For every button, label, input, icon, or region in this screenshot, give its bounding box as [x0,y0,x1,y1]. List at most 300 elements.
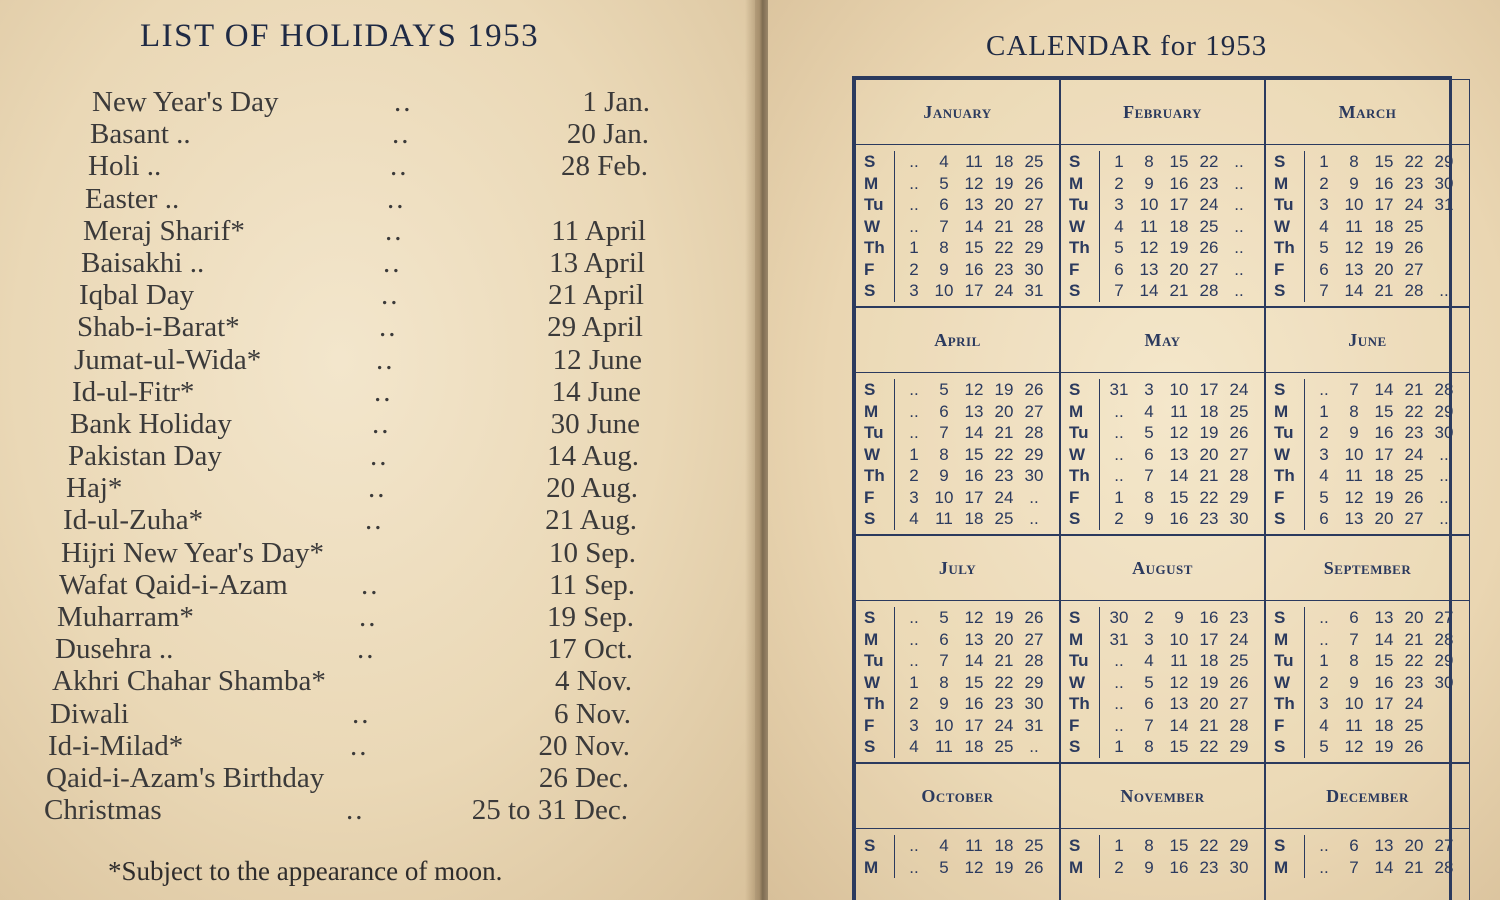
weekday-label: Th [1274,238,1295,257]
weekday-dates-row [899,693,1055,715]
date-cell: 15 [1374,152,1394,171]
holiday-row [0,215,740,247]
date-cell: 3 [909,281,919,300]
date-cell: 9 [939,466,949,485]
holiday-name: New Year's Day [92,86,279,118]
holiday-leader-dots: .. [372,407,391,440]
date-cell: 30 [1229,509,1249,528]
date-cell: 7 [1349,380,1359,399]
date-cell: 27 [1404,509,1424,528]
holiday-row [0,344,740,376]
holiday-name: Shab-i-Barat* [77,311,240,344]
date-cell: 28 [1404,281,1424,300]
holiday-row [0,150,740,182]
date-cell: 11 [965,152,983,171]
date-cell: 10 [1344,444,1364,464]
date-cell: 23 [1199,173,1219,193]
date-cell: 27 [1024,195,1044,214]
holiday-name: Dusehra .. [55,633,174,666]
weekday-dates-row [899,194,1055,216]
month-name: August [1061,536,1264,601]
date-cell: 24 [994,281,1014,300]
date-cell: 20 [994,195,1014,214]
holiday-date: 17 Oct. [547,633,633,666]
weekday-label: Tu [1069,195,1089,214]
weekday-label: Th [1069,694,1090,713]
date-cell: 26 [1229,672,1249,692]
date-cell: 9 [939,259,949,279]
holiday-date: 12 June [552,343,642,376]
month-name: September [1266,536,1469,601]
month-name: April [856,308,1059,373]
date-cell: .. [1029,737,1039,756]
date-cell: .. [1439,444,1449,464]
weekday-label: S [864,737,876,756]
weekday-dates-row [1309,607,1465,629]
date-cell: 13 [964,629,984,649]
date-cell: 19 [994,857,1014,877]
date-cell: 25 [1024,836,1044,855]
weekday-dates-row [1104,672,1260,694]
date-cell: 10 [1139,195,1159,214]
month-name: July [856,536,1059,601]
date-cell: 24 [1199,195,1219,214]
date-cell: 12 [964,608,984,627]
date-cell: 4 [1144,651,1154,670]
date-cell: 24 [1229,380,1249,399]
date-cell: 11 [935,737,953,756]
date-cell: 12 [1344,737,1364,756]
date-cell: 25 [994,509,1014,528]
date-cell: 2 [909,694,919,713]
holiday-name: Wafat Qaid-i-Azam [59,568,288,601]
holiday-date: 20 Aug. [546,472,638,505]
date-cell: 8 [939,672,949,692]
date-cell: 5 [1114,238,1124,257]
date-cell: .. [1319,629,1329,649]
month-may [1060,307,1265,535]
date-cell: 15 [964,444,984,464]
weekday-dates-row [899,401,1055,423]
date-cell: 13 [1139,259,1159,279]
date-cell: 2 [1114,857,1124,877]
weekday-dates-row [899,629,1055,651]
date-cell [1429,259,1459,281]
date-cell: 12 [964,173,984,193]
weekday-dates-row [1309,487,1465,509]
weekday-label: M [1069,629,1084,649]
date-cell: .. [1234,281,1244,300]
date-cell: 22 [994,672,1014,692]
date-cell: 28 [1199,281,1219,300]
holiday-name: Pakistan Day [68,440,222,473]
date-cell: 31 [1024,281,1044,300]
date-cell: .. [909,152,919,171]
weekday-label: F [1069,715,1080,735]
holiday-leader-dots: .. [381,279,400,312]
weekday-dates-row [1104,629,1260,651]
date-cell: 25 [1404,466,1424,485]
date-cell: 20 [994,629,1014,649]
date-cell: 17 [964,487,984,507]
date-cell: 21 [1404,380,1424,399]
date-cell: 8 [939,444,949,464]
month-name: June [1266,308,1469,373]
date-cell: 13 [964,401,984,421]
holiday-date: 10 Sep. [549,536,636,569]
date-cell: 20 [1404,836,1424,855]
date-cell: 21 [1404,857,1424,877]
date-cell: 18 [1169,216,1189,236]
month-march [1265,79,1470,307]
month-name: October [856,764,1059,829]
date-cell: .. [909,629,919,649]
holiday-date: 11 Sep. [549,568,635,601]
date-cell: .. [1114,466,1124,485]
date-cell: 4 [939,836,949,855]
weekday-label: S [1274,380,1286,399]
date-cell: 24 [994,487,1014,507]
weekday-label: F [1274,487,1285,507]
date-cell: 11 [1170,651,1188,670]
date-cell: 5 [1319,737,1329,756]
date-cell: 27 [1434,836,1454,855]
date-cell: 22 [994,238,1014,257]
date-cell: 2 [1114,509,1124,528]
weekday-label: S [864,152,876,171]
date-cell: 19 [1199,423,1219,442]
date-cell: 18 [994,836,1014,855]
weekday-dates-row [1104,736,1260,758]
date-cell: 3 [909,487,919,507]
date-cell: 16 [1374,672,1394,692]
date-cell: 25 [994,737,1014,756]
weekday-dates-row [899,736,1055,758]
date-cell: 22 [994,444,1014,464]
date-cell: 3 [1144,629,1154,649]
date-cell: 19 [994,173,1014,193]
date-cell: 30 [1109,608,1129,627]
date-cell: 20 [1199,694,1219,713]
date-cell: 14 [964,423,984,442]
date-cell: 11 [965,836,983,855]
date-cell: 30 [1229,857,1249,877]
holiday-date: 4 Nov. [554,665,632,698]
date-cell: 6 [1319,259,1329,279]
weekday-dates-row [1309,401,1465,423]
weekday-label: Th [1069,238,1090,257]
weekday-label: S [1274,836,1286,855]
date-cell: 13 [1169,694,1189,713]
holiday-date: 20 Nov. [538,729,630,762]
date-cell: 19 [1169,238,1189,257]
weekday-label: Tu [1069,423,1089,442]
date-cell: 10 [934,281,954,300]
weekday-dates-row [1309,693,1465,715]
holiday-name: Akhri Chahar Shamba* [52,665,326,698]
date-cell: 4 [1319,715,1329,735]
weekday-label: S [1069,152,1081,171]
holiday-name: Easter .. [85,182,180,215]
date-cell: 26 [1229,423,1249,442]
date-cell: 23 [1404,423,1424,442]
weekday-dates-row [899,715,1055,737]
weekday-label: Tu [864,651,884,670]
date-cell: 7 [1319,281,1329,300]
weekday-dates-row [899,672,1055,694]
weekday-label: S [1274,152,1286,171]
holiday-row [0,633,740,665]
weekday-label: W [864,216,881,236]
date-cell: 21 [1199,466,1219,485]
holiday-leader-dots: .. [352,697,371,730]
holiday-name: Id-ul-Fitr* [72,375,195,408]
date-cell: 6 [1144,694,1154,713]
weekday-label: F [864,259,875,279]
date-cell [1429,237,1459,259]
holiday-name: Meraj Sharif* [83,214,245,247]
date-cell: 19 [1374,238,1394,257]
date-cell: 8 [1144,487,1154,507]
holiday-row [0,601,740,633]
date-cell: 18 [964,737,984,756]
date-cell: 29 [1229,836,1249,855]
holiday-date: 26 Dec. [538,761,629,794]
date-cell: 3 [1144,380,1154,399]
weekday-label: S [864,380,876,399]
date-cell: .. [1114,423,1124,442]
date-cell: 14 [1169,466,1189,485]
weekday-label: W [1274,672,1291,692]
date-cell: 6 [1349,608,1359,627]
date-cell: 14 [964,651,984,670]
date-cell [1429,216,1459,238]
date-cell: 3 [909,715,919,735]
holiday-row [0,118,740,150]
date-cell: 4 [909,737,919,756]
weekday-dates-row [899,151,1055,173]
date-cell: 11 [1140,216,1158,236]
date-cell: 30 [1434,173,1454,193]
date-cell: 18 [1374,216,1394,236]
month-name: March [1266,80,1469,145]
date-cell: 18 [1199,401,1219,421]
holiday-date: 21 Aug. [545,504,637,537]
holiday-row [0,472,740,504]
holiday-row [0,537,740,569]
weekday-dates-row [1104,280,1260,302]
date-cell: 17 [964,715,984,735]
holiday-name: Haj* [66,472,123,505]
weekday-label: Tu [1274,423,1294,442]
month-june [1265,307,1470,535]
weekday-label: M [864,857,879,877]
date-cell: 31 [1024,715,1044,735]
date-cell: 27 [1229,444,1249,464]
date-cell: 10 [1169,380,1189,399]
holiday-row [0,794,740,826]
date-cell: 1 [1319,401,1329,421]
holiday-date: 21 April [548,279,644,312]
weekday-dates-row [1309,629,1465,651]
date-cell: 27 [1024,401,1044,421]
date-cell: 28 [1024,423,1044,442]
weekday-dates-row [1309,650,1465,672]
date-cell: 23 [1199,509,1219,528]
date-cell: 28 [1024,651,1044,670]
holiday-date: 29 April [547,311,643,344]
date-cell: 3 [1319,195,1329,214]
date-cell: 25 [1229,651,1249,670]
weekday-label: F [864,487,875,507]
month-name: December [1266,764,1469,829]
date-cell: 15 [964,238,984,257]
date-cell: 15 [1169,152,1189,171]
weekday-label: M [1274,173,1289,193]
date-cell: 7 [939,423,949,442]
date-cell: .. [1319,857,1329,877]
date-cell: 10 [1344,694,1364,713]
holiday-name: Qaid-i-Azam's Birthday [46,761,325,794]
date-cell: 26 [1404,737,1424,756]
weekday-dates-row [899,487,1055,509]
date-cell: 9 [1349,672,1359,692]
date-cell: .. [1114,715,1124,735]
weekday-dates-row [1104,173,1260,195]
weekday-label: F [1274,715,1285,735]
weekday-dates-row [1309,672,1465,694]
date-cell: 9 [1349,423,1359,442]
date-cell: 18 [1199,651,1219,670]
weekday-dates-row [899,444,1055,466]
date-cell: 16 [964,259,984,279]
date-cell: 1 [1114,152,1124,171]
date-cell: .. [1234,259,1244,279]
holiday-row [0,408,740,440]
weekday-label: F [1274,259,1285,279]
weekday-label: Tu [1069,651,1089,670]
month-august [1060,535,1265,763]
weekday-dates-row [1309,422,1465,444]
date-cell: 1 [1114,487,1124,507]
date-cell: 24 [1404,694,1424,713]
date-cell: 27 [1024,629,1044,649]
weekday-dates-row [1104,465,1260,487]
date-cell: 5 [1319,238,1329,257]
weekday-dates-row [1309,715,1465,737]
date-cell: 9 [1349,173,1359,193]
holiday-list-title: LIST OF HOLIDAYS 1953 [140,18,540,54]
date-cell: 18 [1374,466,1394,485]
date-cell: 18 [994,152,1014,171]
weekday-label: S [1274,281,1286,300]
date-cell: 5 [1144,672,1154,692]
date-cell: 6 [939,195,949,214]
weekday-dates-row [1104,835,1260,857]
date-cell: 4 [909,509,919,528]
holiday-name: Hijri New Year's Day* [61,536,324,569]
holiday-date: 1 Jan. [582,86,650,118]
date-cell: 15 [1374,401,1394,421]
date-cell: 20 [1374,259,1394,279]
holiday-leader-dots: .. [374,375,393,408]
holiday-row [0,665,740,697]
date-cell: 10 [934,715,954,735]
date-cell: 5 [939,380,949,399]
date-cell: .. [1114,672,1124,692]
weekday-dates-row [899,379,1055,401]
weekday-label: M [1069,857,1084,877]
weekday-dates-row [1309,173,1465,195]
weekday-label: W [864,672,881,692]
date-cell: 13 [1374,608,1394,627]
date-cell: 23 [1404,672,1424,692]
month-name: May [1061,308,1264,373]
calendar-grid [852,76,1452,900]
date-cell: 2 [1319,423,1329,442]
date-cell: 26 [1199,238,1219,257]
weekday-label: W [1274,216,1291,236]
weekday-dates-row [1309,194,1465,216]
date-cell: 29 [1024,238,1044,257]
date-cell: 3 [1319,694,1329,713]
holiday-name: Baisakhi .. [81,246,205,279]
date-cell: 12 [1139,238,1159,257]
weekday-label: Tu [1274,195,1294,214]
holiday-leader-dots: .. [357,633,376,666]
holiday-leader-dots: .. [387,182,406,215]
date-cell: 30 [1024,466,1044,485]
date-cell: 16 [1374,173,1394,193]
date-cell: 29 [1229,487,1249,507]
date-cell: 17 [1199,380,1219,399]
date-cell: 25 [1229,401,1249,421]
holiday-row [0,569,740,601]
month-april [855,307,1060,535]
weekday-dates-row [1104,444,1260,466]
date-cell: 15 [964,672,984,692]
date-cell: 2 [909,259,919,279]
holiday-row [0,698,740,730]
date-cell: 6 [939,629,949,649]
date-cell: 28 [1229,715,1249,735]
date-cell: 11 [1345,466,1363,485]
weekday-label: Th [1069,466,1090,485]
date-cell: 16 [1169,857,1189,877]
holiday-date: 14 Aug. [547,440,639,473]
date-cell: 5 [939,608,949,627]
holiday-leader-dots: .. [350,729,369,762]
weekday-dates-row [899,422,1055,444]
holiday-leader-dots: .. [359,601,378,633]
weekday-label: S [1274,737,1286,756]
date-cell: 11 [1170,401,1188,421]
date-cell: 19 [994,608,1014,627]
weekday-label: S [1069,608,1081,627]
date-cell: 17 [1374,444,1394,464]
date-cell: 26 [1024,608,1044,627]
date-cell: 8 [1144,737,1154,756]
weekday-dates-row [1309,259,1465,281]
weekday-dates-row [899,465,1055,487]
date-cell: 7 [1144,466,1154,485]
date-cell: .. [909,401,919,421]
date-cell: 30 [1024,259,1044,279]
date-cell: 20 [1169,259,1189,279]
holiday-leader-dots: .. [385,214,404,247]
weekday-label: M [864,173,879,193]
date-cell: 25 [1404,216,1424,236]
